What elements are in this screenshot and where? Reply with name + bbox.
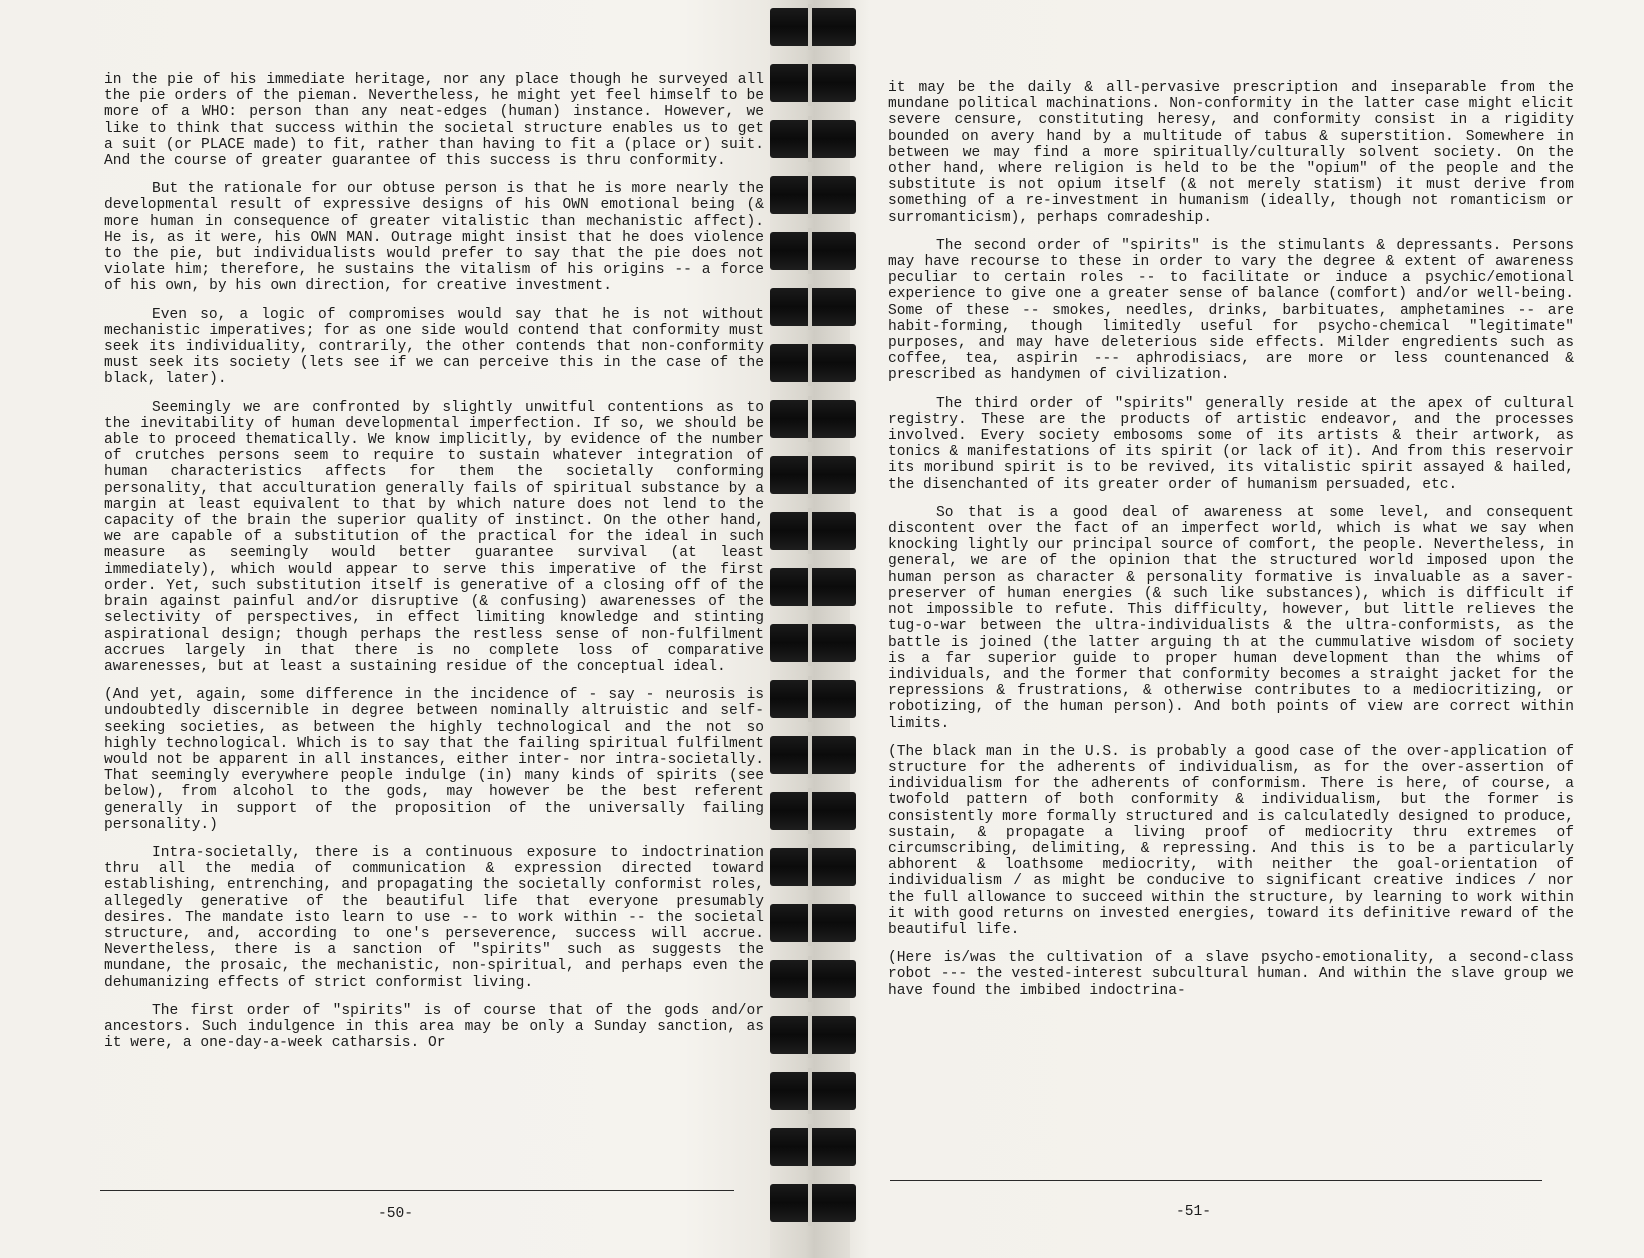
binding-coil — [770, 960, 856, 998]
page-number: -50- — [378, 1206, 414, 1222]
binding-coil — [770, 400, 856, 438]
binding-coil — [770, 8, 856, 46]
right-page — [820, 0, 1644, 1258]
paragraph: (The black man in the U.S. is probably a good case of the over-application of structure for the adherents of individualism, as for the over-assertion of individualism for the adherents of conformism. There is here, of course, a twofold pattern of both conformity & individualism, but the former is consistently more formally structured and is calculatedly designed to produce, sustain, & propagate a living proof of mediocrity thru extremes of circumscribing, delimiting, & repressing. And this is to be a particularly abhorent & loathsome mediocrity, with neither the goal-orientation of individualism / as might be conducive to significant creative indices / nor the full allowance to succeed within the structure, by learning to work within it with good returns on invested energies, toward its definitive reward of the beautiful life. — [888, 743, 1574, 938]
binding-coil — [770, 456, 856, 494]
binding-coil — [770, 120, 856, 158]
footer-rule — [890, 1180, 1542, 1181]
binding-coil — [770, 680, 856, 718]
paragraph: (Here is/was the cultivation of a slave psycho-emotionality, a second-class robot --- the vested-interest subcultural human. And within the slave group we have found the imbibed indoctrina- — [888, 950, 1574, 999]
binding-coil — [770, 344, 856, 382]
paragraph: (And yet, again, some difference in the incidence of - say - neurosis is undoubtedly discernible in degree between nominally altruistic and self-seeking societies, as between the highly technological and the not so highly technological. Which is to say that the failing spiritual fulfilment would not be apparent in all instances, either inter- nor intra-societally. That seemingly everywhere people indulge (in) many kinds of spirits (see below), from alcohol to the gods, may however be the best referent generally in support of the proposition of the universally failing personality.) — [104, 687, 764, 833]
paragraph: Seemingly we are confronted by slightly unwitful contentions as to the inevitability of human developmental imperfection. If so, we should be able to proceed thematically. We know implicitly, by evidence of the number of crutches persons seem to require to sustain whatever integration of human characteristics affects for them the societally conforming personality, that acculturation generally fails of spiritual substance by a margin at least equivalent to that by which nature does not lend to the capacity of the brain the superior quality of instinct. On the other hand, we are capable of a substitution of the practical for the ideal in such measure as seemingly would better guarantee survival (at least immediately), which would appear to serve this imperative of the first order. Yet, such substitution itself is generative of a closing off of the brain against painful and/or disruptive (& confusing) awarenesses of the selectivity of perspectives, in effect limiting knowledge and stinting aspirational design; though perhaps the restless sense of non-fulfilment accrues largely in that there is no complete loss of comparative awarenesses, but at least a sustaining residue of the conceptual ideal. — [104, 399, 764, 675]
paragraph: Even so, a logic of compromises would say that he is not without mechanistic imperatives; for as one side would contend that conformity must seek its individuality, contrarily, the other contends that non-conformity must seek its society (lets see if we can perceive this in the case of the black, later). — [104, 306, 764, 388]
binding-coil — [770, 176, 856, 214]
paragraph: The second order of "spirits" is the stimulants & depressants. Persons may have recourse to these in order to vary the degree & extent of awareness peculiar to certain roles -- to facilitate or induce a psychic/emotional experience to give one a greater sense of balance (comfort) and/or well-being. Some of these -- smokes, needles, drinks, barbituates, amphetamines -- are habit-forming, though limitedly useful for psycho-chemical "legitimate" purposes, and may have deleterious side effects. Milder engredients such as coffee, tea, aspirin --- aphrodisiacs, are more or less countenanced & prescribed as handymen of civilization. — [888, 237, 1574, 384]
paragraph: in the pie of his immediate heritage, nor any place though he surveyed all the pie orders of the pieman. Nevertheless, he might yet feel himself to be more of a WHO: person than any neat-edges (human) instance. However, we like to think that success within the societal structure enables us to get a suit (or PLACE made) to fit, rather than having to fit a (place or) suit. And the course of greater guarantee of this success is thru conformity. — [104, 72, 764, 170]
binding-coil — [770, 512, 856, 550]
paragraph: So that is a good deal of awareness at some level, and consequent discontent over the fact of an imperfect world, which is what we say when knocking lightly our principal source of comfort, the people. Nevertheless, in general, we are of the opinion that the structured world imposed upon the human person as character & personality formative is invaluable as a saver-preserver of human energies (& such like substances), which is difficult if not impossible to refute. This difficulty, however, but little relieves the tug-o-war between the ultra-individualists & the ultra-conformists, as the battle is joined (the latter arguing th at the cummulative wisdom of society is a far superior guide to proper human development than the whims of individuals, and the former that conformity becomes a straight jacket for the repressions & frustrations, & otherwise contributes to a mediocritizing, or robotizing, of the human person). And both points of view are correct within limits. — [888, 504, 1574, 732]
binding-coil — [770, 1016, 856, 1054]
binding-coil — [770, 1072, 856, 1110]
binding-coil — [770, 848, 856, 886]
binding-coil — [770, 736, 856, 774]
paragraph: The first order of "spirits" is of course that of the gods and/or ancestors. Such indulgence in this area may be only a Sunday sanction, as it were, a one-day-a-week catharsis. Or — [104, 1002, 764, 1052]
binding-coil — [770, 624, 856, 662]
paragraph: The third order of "spirits" generally reside at the apex of cultural registry. These are the products of artistic endeavor, and the processes involved. Every society embosoms some of its artists & their artwork, as tonics & manifestations of its spirit (or lack of it). And from this reservoir its moribund spirit is to be revived, its vitalistic spirit assayed & hailed, the disenchanted of its greater order of humanism persuaded, etc. — [888, 395, 1574, 493]
binding-coil — [770, 1128, 856, 1166]
footer-rule — [100, 1190, 734, 1191]
paragraph: Intra-societally, there is a continuous exposure to indoctrination thru all the media of communication & expression directed toward establishing, entrenching, and propagating the societally conformist roles, allegedly generative of the beautiful life that everyone presumably desires. The mandate isto learn to use -- to work within -- the societal structure, and, according to one's perseverence, success will accrue. Nevertheless, there is a sanction of "spirits" such as suggests the mundane, the prosaic, the mechanistic, non-spiritual, and perhaps even the dehumanizing effects of strict conformist living. — [104, 844, 764, 991]
page-number: -51- — [1176, 1204, 1212, 1220]
binding-coil — [770, 232, 856, 270]
paragraph: But the rationale for our obtuse person is that he is more nearly the developmental result of expressive designs of his OWN emotional being (& more human in consequence of greater vitalistic than mechanistic affect). He is, as it were, his OWN MAN. Outrage might insist that he does violence to the pie, but individualists would prefer to say that the pie does not violate him; therefore, he sustains the vitalism of his origins -- a force of his own, by his own direction, for creative investment. — [104, 181, 764, 295]
right-page-text — [888, 80, 1574, 1011]
paragraph: it may be the daily & all-pervasive prescription and inseparable from the mundane political machinations. Non-conformity in the latter case might elicit severe censure, constituting heresy, and conformity consist in a rigidity bounded on avery hand by a multitude of tabus & superstition. Somewhere in between we may find a more spiritually/culturally solvent society. On the other hand, where religion is held to be the "opium" of the people and the substitute is not opium itself (& not merely statism) it must derive from something of a re-investment in humanism (ideally, though not romanticism or surromanticism), perhaps comradeship. — [888, 80, 1574, 226]
binding-coil — [770, 568, 856, 606]
binding-coil — [770, 792, 856, 830]
binding-coil — [770, 1184, 856, 1222]
binding-coil — [770, 904, 856, 942]
left-page-text — [104, 72, 764, 1063]
binding-coil — [770, 64, 856, 102]
binding-coil — [770, 288, 856, 326]
left-page — [0, 0, 805, 1258]
